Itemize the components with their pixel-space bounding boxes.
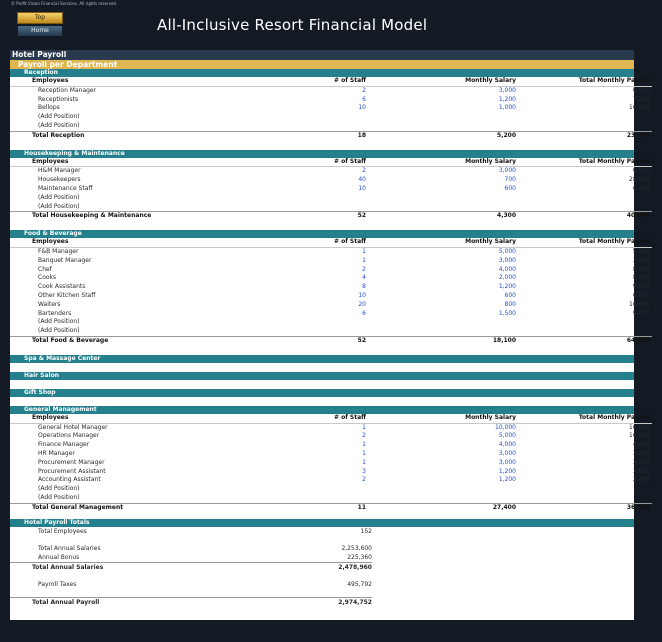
totals-row: [10, 563, 662, 573]
position-cell: Operations Manager: [38, 432, 100, 440]
position-cell: Reception Manager: [38, 86, 97, 94]
salary-input[interactable]: [366, 203, 516, 212]
salary-input[interactable]: 2,000: [498, 274, 516, 282]
department-table-reception: [10, 77, 652, 141]
staff-input[interactable]: 1: [362, 247, 366, 255]
table-row: [10, 476, 652, 485]
salary-input[interactable]: 800: [504, 300, 516, 308]
total-cell: 16,000: [629, 300, 650, 308]
payroll-totals-header: Hotel Payroll Totals: [10, 519, 634, 527]
salary-input[interactable]: 1,200: [498, 95, 516, 103]
salary-input[interactable]: [366, 485, 516, 494]
salary-input[interactable]: 1,200: [498, 476, 516, 484]
total-staff: 52: [322, 212, 366, 221]
staff-input[interactable]: [322, 194, 366, 203]
staff-input[interactable]: 8: [362, 283, 366, 291]
table-row: [10, 485, 652, 494]
table-row: [10, 176, 652, 185]
total-staff: 18: [322, 131, 366, 140]
table-row: [10, 266, 652, 275]
total-payroll: 64,600: [516, 336, 652, 345]
spacer-row: [10, 536, 662, 544]
total-cell: 9,600: [632, 283, 650, 291]
position-cell: H&M Manager: [38, 167, 81, 175]
table-row: [10, 301, 652, 310]
totals-row: [10, 580, 662, 589]
position-cell: Bellops: [38, 104, 60, 112]
salary-input[interactable]: 4,000: [498, 265, 516, 273]
staff-input[interactable]: 1: [362, 449, 366, 457]
spacer: [10, 141, 634, 150]
section-title: Payroll per Department: [10, 60, 634, 69]
position-cell: HR Manager: [38, 449, 75, 457]
total-cell: [516, 194, 652, 203]
position-cell: Procurement Manager: [38, 458, 105, 466]
salary-input[interactable]: 600: [504, 184, 516, 192]
sheet-title: Hotel Payroll: [10, 50, 634, 60]
staff-input[interactable]: 10: [358, 291, 366, 299]
payroll-sheet: [10, 50, 650, 620]
total-annual-salaries-value: 2,478,960: [328, 563, 372, 573]
total-cell: 6,000: [632, 291, 650, 299]
table-row: [10, 203, 652, 212]
total-salary: 27,400: [366, 503, 516, 512]
table-row: [10, 113, 652, 122]
add-position-cell[interactable]: (Add Position): [38, 493, 80, 501]
table-row: [10, 167, 652, 176]
staff-input[interactable]: [322, 122, 366, 131]
spacer: [10, 512, 634, 519]
total-cell: 6,000: [632, 86, 650, 94]
spacer-row: [10, 572, 662, 580]
table-header-row: [10, 77, 652, 86]
total-annual-payroll-label: Total Annual Payroll: [10, 598, 328, 608]
staff-input[interactable]: 6: [362, 95, 366, 103]
total-cell: 3,000: [632, 256, 650, 264]
total-salary: 4,300: [366, 212, 516, 221]
col-total-monthly: Total Monthly Payroll: [516, 77, 652, 86]
annual-bonus-label: Annual Bonus: [38, 554, 80, 562]
table-row: [10, 194, 652, 203]
position-cell: Other Kitchen Staff: [38, 291, 96, 299]
total-cell: [516, 485, 652, 494]
total-payroll: 23,200: [516, 131, 652, 140]
col-total-monthly: Total Monthly Payroll: [516, 238, 652, 247]
salary-input[interactable]: 1,200: [498, 467, 516, 475]
annual-salaries-label: Total Annual Salaries: [38, 545, 101, 553]
table-row: [10, 318, 652, 327]
table-row: [10, 96, 652, 105]
table-header-row: [10, 414, 652, 423]
salary-input[interactable]: 3,000: [498, 167, 516, 175]
position-cell: Chef: [38, 265, 52, 273]
total-cell: 7,200: [632, 95, 650, 103]
staff-input[interactable]: 1: [362, 256, 366, 264]
salary-input[interactable]: 3,000: [498, 449, 516, 457]
salary-input[interactable]: [366, 122, 516, 131]
total-payroll: 36,000: [516, 503, 652, 512]
salary-input[interactable]: 3,000: [498, 458, 516, 466]
table-row: [10, 257, 652, 266]
total-cell: 2,400: [632, 476, 650, 484]
table-row: [10, 283, 652, 292]
total-payroll: 40,000: [516, 212, 652, 221]
salary-input[interactable]: [366, 194, 516, 203]
position-cell: Procurement Assistant: [38, 467, 106, 475]
staff-input[interactable]: 6: [362, 309, 366, 317]
table-row: [10, 310, 652, 319]
spacer: [10, 397, 634, 406]
total-cell: 8,000: [632, 274, 650, 282]
col-staff: # of Staff: [322, 77, 366, 86]
department-header-housekeeping: Housekeeping & Maintenance: [10, 150, 634, 158]
total-cell: 6,000: [632, 167, 650, 175]
total-cell: 3,000: [632, 449, 650, 457]
spacer: [10, 363, 634, 372]
position-cell: Accounting Assistant: [38, 476, 101, 484]
add-position-cell[interactable]: (Add Position): [38, 113, 80, 121]
col-staff: # of Staff: [322, 238, 366, 247]
total-cell: 10,000: [629, 423, 650, 431]
col-monthly-salary: Monthly Salary: [366, 158, 516, 167]
copyright-text: © Profit Vision Financial Services. All rights reserved.: [11, 1, 118, 6]
table-row: [10, 468, 652, 477]
staff-input[interactable]: 2: [362, 167, 366, 175]
salary-input[interactable]: 3,000: [498, 86, 516, 94]
position-cell: Cooks: [38, 274, 57, 282]
position-cell: Finance Manager: [38, 441, 90, 449]
add-position-cell[interactable]: (Add Position): [38, 121, 80, 129]
salary-input[interactable]: 700: [504, 176, 516, 184]
salary-input[interactable]: 10,000: [495, 423, 516, 431]
total-cell: [516, 327, 652, 336]
table-row: [10, 247, 652, 256]
col-employees: Employees: [10, 238, 322, 247]
salary-input[interactable]: 1,500: [498, 309, 516, 317]
total-employees-value: 152: [360, 528, 372, 536]
salary-input[interactable]: 4,000: [498, 441, 516, 449]
payroll-taxes-label: Payroll Taxes: [38, 581, 77, 589]
total-row: [10, 336, 652, 345]
page-title: All-Inclusive Resort Financial Model: [157, 16, 428, 34]
add-position-cell[interactable]: (Add Position): [38, 318, 80, 326]
total-cell: 6,000: [632, 184, 650, 192]
table-row: [10, 450, 652, 459]
table-row: [10, 104, 652, 113]
salary-input[interactable]: 3,000: [498, 256, 516, 264]
salary-input[interactable]: 600: [504, 291, 516, 299]
totals-row: [10, 553, 662, 563]
add-position-cell[interactable]: (Add Position): [38, 202, 80, 210]
table-header-row: [10, 158, 652, 167]
position-cell: General Hotel Manager: [38, 423, 108, 431]
table-row: [10, 274, 652, 283]
total-annual-payroll-value: 2,974,752: [328, 598, 372, 608]
department-header-food-beverage: Food & Beverage: [10, 230, 634, 238]
staff-input[interactable]: 10: [358, 184, 366, 192]
department-table-housekeeping: [10, 158, 652, 222]
col-monthly-salary: Monthly Salary: [366, 238, 516, 247]
staff-input[interactable]: [322, 485, 366, 494]
total-salary: 5,200: [366, 131, 516, 140]
table-row: [10, 441, 652, 450]
total-label: Total Housekeeping & Maintenance: [10, 212, 322, 221]
total-cell: 4,000: [632, 441, 650, 449]
col-staff: # of Staff: [322, 158, 366, 167]
add-position-cell[interactable]: (Add Position): [38, 485, 80, 493]
staff-input[interactable]: [322, 327, 366, 336]
add-position-cell[interactable]: (Add Position): [38, 327, 80, 335]
staff-input[interactable]: [322, 203, 366, 212]
totals-row: [10, 527, 662, 536]
staff-input[interactable]: 4: [362, 274, 366, 282]
salary-input[interactable]: [366, 327, 516, 336]
salary-input[interactable]: 1,200: [498, 283, 516, 291]
staff-input[interactable]: [322, 494, 366, 503]
salary-input[interactable]: 5,000: [498, 432, 516, 440]
staff-input[interactable]: 20: [358, 300, 366, 308]
position-cell: Waiters: [38, 300, 61, 308]
staff-input[interactable]: 2: [362, 432, 366, 440]
staff-input[interactable]: 1: [362, 423, 366, 431]
total-cell: 3,600: [632, 467, 650, 475]
salary-input[interactable]: 1,000: [498, 104, 516, 112]
table-row: [10, 86, 652, 95]
col-monthly-salary: Monthly Salary: [366, 77, 516, 86]
col-employees: Employees: [10, 77, 322, 86]
staff-input[interactable]: 40: [358, 176, 366, 184]
payroll-totals-table: [10, 527, 662, 607]
salary-input[interactable]: [366, 318, 516, 327]
table-row: [10, 327, 652, 336]
spacer-row: [10, 589, 662, 598]
position-cell: F&B Manager: [38, 247, 79, 255]
department-header-spa: Spa & Massage Center: [10, 355, 634, 363]
staff-input[interactable]: 2: [362, 86, 366, 94]
staff-input[interactable]: 1: [362, 458, 366, 466]
total-cell: 10,000: [629, 432, 650, 440]
department-header-gift-shop: Gift Shop: [10, 389, 634, 397]
total-cell: 3,000: [632, 458, 650, 466]
staff-input[interactable]: 10: [358, 104, 366, 112]
app-header: [0, 0, 642, 50]
spacer: [10, 380, 634, 389]
total-employees-label: Total Employees: [38, 528, 87, 536]
total-cell: [516, 122, 652, 131]
total-cell: 28,000: [629, 176, 650, 184]
total-cell: [516, 113, 652, 122]
table-row: [10, 494, 652, 503]
salary-input[interactable]: [366, 113, 516, 122]
table-row: [10, 423, 652, 432]
total-cell: [516, 203, 652, 212]
staff-input[interactable]: 2: [362, 265, 366, 273]
total-cell: [516, 318, 652, 327]
table-row: [10, 185, 652, 194]
top-button[interactable]: Top: [17, 12, 63, 24]
col-staff: # of Staff: [322, 414, 366, 423]
table-row: [10, 432, 652, 441]
staff-input[interactable]: [322, 113, 366, 122]
total-annual-salaries-label: Total Annual Salaries: [10, 563, 328, 573]
total-row: [10, 503, 652, 512]
total-row: [10, 212, 652, 221]
staff-input[interactable]: 1: [362, 441, 366, 449]
table-row: [10, 292, 652, 301]
payroll-taxes-value: 495,792: [347, 581, 372, 589]
position-cell: Receptionists: [38, 95, 79, 103]
total-cell: 9,000: [632, 309, 650, 317]
annual-salaries-value: 2,253,600: [341, 545, 372, 553]
total-cell: 8,000: [632, 265, 650, 273]
department-table-food-beverage: [10, 238, 652, 346]
staff-input[interactable]: 2: [362, 476, 366, 484]
annual-bonus-value: 225,360: [347, 554, 372, 562]
position-cell: Cook Assistants: [38, 283, 86, 291]
col-total-monthly: Total Monthly Payroll: [516, 158, 652, 167]
total-label: Total General Management: [10, 503, 322, 512]
total-cell: 5,000: [632, 247, 650, 255]
department-header-general-management: General Management: [10, 406, 634, 414]
department-table-general-management: [10, 414, 652, 513]
col-employees: Employees: [10, 158, 322, 167]
position-cell: Banquet Manager: [38, 256, 92, 264]
department-header-hair-salon: Hair Salon: [10, 372, 634, 380]
total-staff: 52: [322, 336, 366, 345]
totals-row: [10, 598, 662, 608]
salary-input[interactable]: [366, 494, 516, 503]
home-button[interactable]: Home: [17, 25, 63, 37]
total-cell: [516, 494, 652, 503]
total-label: Total Reception: [10, 131, 322, 140]
department-header-reception: Reception: [10, 69, 634, 77]
col-employees: Employees: [10, 414, 322, 423]
table-header-row: [10, 238, 652, 247]
total-cell: 10,000: [629, 104, 650, 112]
total-staff: 11: [322, 503, 366, 512]
table-row: [10, 459, 652, 468]
add-position-cell[interactable]: (Add Position): [38, 193, 80, 201]
position-cell: Housekeepers: [38, 176, 81, 184]
col-total-monthly: Total Monthly Payroll: [516, 414, 652, 423]
table-row: [10, 122, 652, 131]
position-cell: Bartenders: [38, 309, 72, 317]
staff-input[interactable]: 3: [362, 467, 366, 475]
spacer: [10, 346, 634, 355]
spacer: [10, 221, 634, 230]
salary-input[interactable]: 5,000: [498, 247, 516, 255]
col-monthly-salary: Monthly Salary: [366, 414, 516, 423]
total-salary: 18,100: [366, 336, 516, 345]
totals-row: [10, 544, 662, 553]
position-cell: Maintenance Staff: [38, 184, 93, 192]
total-label: Total Food & Beverage: [10, 336, 322, 345]
staff-input[interactable]: [322, 318, 366, 327]
total-row: [10, 131, 652, 140]
